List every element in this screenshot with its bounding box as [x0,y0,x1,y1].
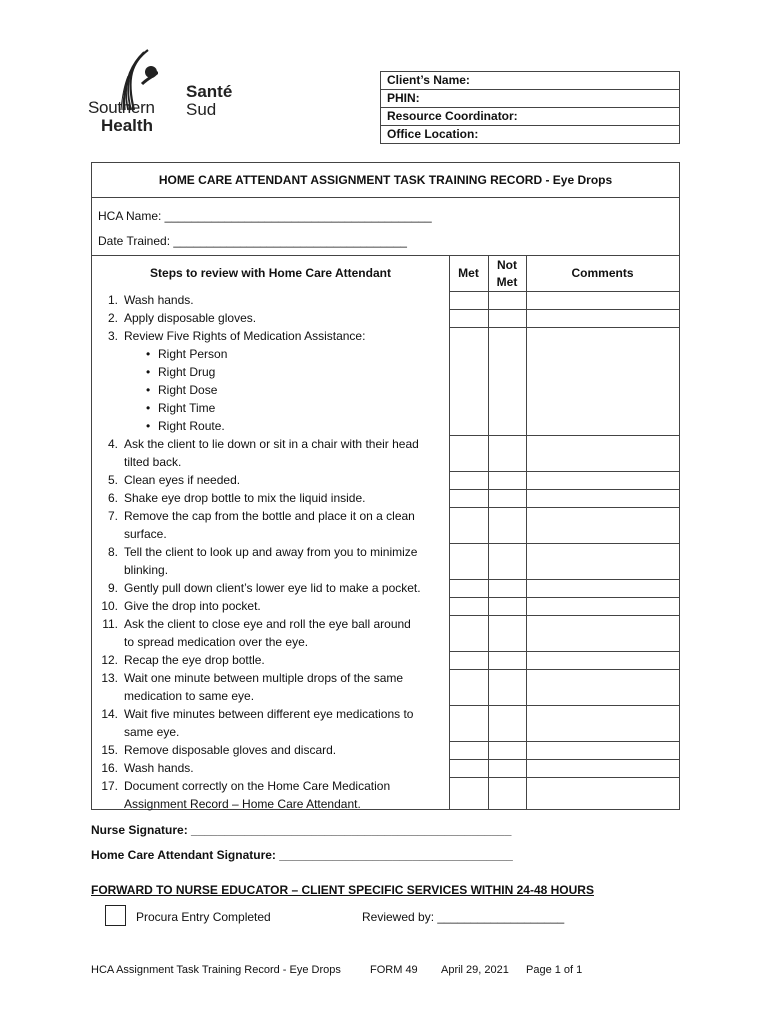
step-text [92,579,452,597]
step-text [92,705,452,723]
step-line: Apply disposable gloves. [124,311,257,325]
reviewed-by-field[interactable]: Reviewed by: ___________________ [362,910,565,924]
step-line: Give the drop into pocket. [124,599,261,613]
row-separator [449,489,679,490]
logo-southern: Southern [88,98,155,117]
hca-name-field[interactable]: HCA Name: ________________________________________ [98,209,432,223]
step-bullet [92,345,452,363]
comments-col-line [526,255,527,809]
step-number: 14. [101,707,118,721]
step-line: Wash hands. [124,761,194,775]
met-header: Met [458,266,479,280]
comments-header: Comments [571,266,634,280]
step-text [92,687,452,705]
step-item [92,597,452,615]
step-item [92,759,452,777]
step-line: Gently pull down client’s lower eye lid to make a pocket. [124,581,421,595]
step-item [92,579,452,597]
step-text [92,741,452,759]
step-text [92,309,452,327]
step-item [92,435,452,471]
step-number: 9. [107,581,118,595]
not-met-header-line1: Not [497,258,517,272]
step-number: 8. [107,545,118,559]
resource-coordinator-field[interactable]: Resource Coordinator: [381,108,679,126]
client-name-field[interactable]: Client’s Name: [381,72,679,90]
step-item [92,327,452,435]
row-separator [449,759,679,760]
step-item [92,615,452,651]
phin-field[interactable]: PHIN: [381,90,679,108]
step-item [92,777,452,813]
step-text [92,435,452,453]
step-text [92,795,452,813]
bullet-icon: • [146,401,151,415]
step-item [92,669,452,705]
step-bullet [92,399,452,417]
row-separator [449,651,679,652]
step-line: Clean eyes if needed. [124,473,241,487]
logo-health: Health [101,116,153,135]
step-number: 13. [101,671,118,685]
footer-date: April 29, 2021 [441,964,509,976]
step-text [92,777,452,795]
step-line: tilted back. [124,455,182,469]
footer-form-number: FORM 49 [370,964,418,976]
step-line: Ask the client to lie down or sit in a chair with their head [124,437,419,451]
logo-sante: Santé [186,82,233,101]
bullet-text: Right Route. [158,419,225,433]
step-line: to spread medication over the eye. [124,635,309,649]
step-bullet [92,417,452,435]
table-top-line [92,255,679,256]
step-line: blinking. [124,563,169,577]
step-line: Wait five minutes between different eye medications to [124,707,414,721]
step-number: 2. [107,311,118,325]
step-item [92,651,452,669]
step-item [92,507,452,543]
not-met-header-line2: Met [496,275,518,289]
step-item [92,471,452,489]
step-text [92,723,452,741]
steps-list [92,291,452,813]
row-separator [449,597,679,598]
step-text [92,669,452,687]
row-separator [449,435,679,436]
step-item [92,309,452,327]
step-text [92,615,452,633]
step-number: 17. [101,779,118,793]
step-item [92,489,452,507]
step-line: Remove the cap from the bottle and place it on a clean [124,509,415,523]
attendant-signature-field[interactable]: Home Care Attendant Signature: ___________________________________ [91,848,513,862]
step-text [92,507,452,525]
step-item [92,291,452,309]
row-separator [449,705,679,706]
bullet-icon: • [146,365,151,379]
step-number: 6. [107,491,118,505]
bullet-text: Right Drug [158,365,216,379]
procura-label: Procura Entry Completed [136,910,271,924]
step-number: 15. [101,743,118,757]
row-separator [449,669,679,670]
row-separator [449,309,679,310]
step-item [92,741,452,759]
not-met-col-line [488,255,489,809]
step-text [92,525,452,543]
step-line: medication to same eye. [124,689,255,703]
step-line: surface. [124,527,167,541]
step-number: 12. [101,653,118,667]
step-text [92,489,452,507]
row-separator [449,543,679,544]
office-location-field[interactable]: Office Location: [387,127,479,141]
row-separator [449,471,679,472]
step-line: Remove disposable gloves and discard. [124,743,337,757]
forward-instruction: FORWARD TO NURSE EDUCATOR – CLIENT SPECIFIC SERVICES WITHIN 24-48 HOURS [91,883,594,897]
southern-health-logo [88,48,248,140]
step-number: 11. [102,617,118,631]
footer-doc-name: HCA Assignment Task Training Record - Eye Drops [91,964,341,976]
step-line: Wash hands. [124,293,194,307]
step-number: 1. [107,293,118,307]
step-number: 16. [101,761,118,775]
training-record-form [91,162,680,810]
step-line: Tell the client to look up and away from you to minimize [124,545,418,559]
footer-page: Page 1 of 1 [526,964,583,976]
row-separator [449,741,679,742]
step-text [92,453,452,471]
step-line: Assignment Record – Home Care Attendant. [124,797,361,811]
step-number: 5. [107,473,118,487]
step-line: Ask the client to close eye and roll the eye ball around [124,617,411,631]
step-text [92,651,452,669]
procura-checkbox[interactable] [105,905,126,926]
step-line: Recap the eye drop bottle. [124,653,265,667]
row-separator [449,327,679,328]
logo-sud: Sud [186,100,217,119]
date-trained-field[interactable]: Date Trained: ___________________________________ [98,234,407,248]
step-text [92,759,452,777]
step-bullet [92,363,452,381]
step-line: Review Five Rights of Medication Assistance: [124,329,366,343]
bullet-text: Right Dose [158,383,218,397]
row-separator [449,615,679,616]
step-text [92,291,452,309]
bullet-icon: • [146,383,151,397]
header-bottom-line [449,291,679,292]
step-text [92,327,452,345]
step-text [92,633,452,651]
step-number: 7. [107,509,118,523]
step-number: 4. [107,437,118,451]
bullet-icon: • [146,419,151,433]
steps-header: Steps to review with Home Care Attendant [150,266,391,280]
step-text [92,597,452,615]
client-info-box [380,71,680,144]
step-item [92,543,452,579]
step-number: 10. [101,599,118,613]
step-text [92,543,452,561]
step-number: 3. [107,329,118,343]
step-text [92,471,452,489]
row-separator [449,777,679,778]
step-item [92,705,452,741]
step-line: Document correctly on the Home Care Medication [124,779,391,793]
step-line: same eye. [124,725,180,739]
row-separator [449,579,679,580]
nurse-signature-field[interactable]: Nurse Signature: ________________________________________________ [91,823,512,837]
bullet-text: Right Time [158,401,216,415]
row-separator [449,507,679,508]
bullet-icon: • [146,347,151,361]
form-title: HOME CARE ATTENDANT ASSIGNMENT TASK TRAINING RECORD - Eye Drops [92,163,679,198]
step-line: Shake eye drop bottle to mix the liquid inside. [124,491,366,505]
bullet-text: Right Person [158,347,228,361]
not-met-header [488,257,526,291]
step-bullet [92,381,452,399]
step-line: Wait one minute between multiple drops of the same [124,671,404,685]
step-text [92,561,452,579]
